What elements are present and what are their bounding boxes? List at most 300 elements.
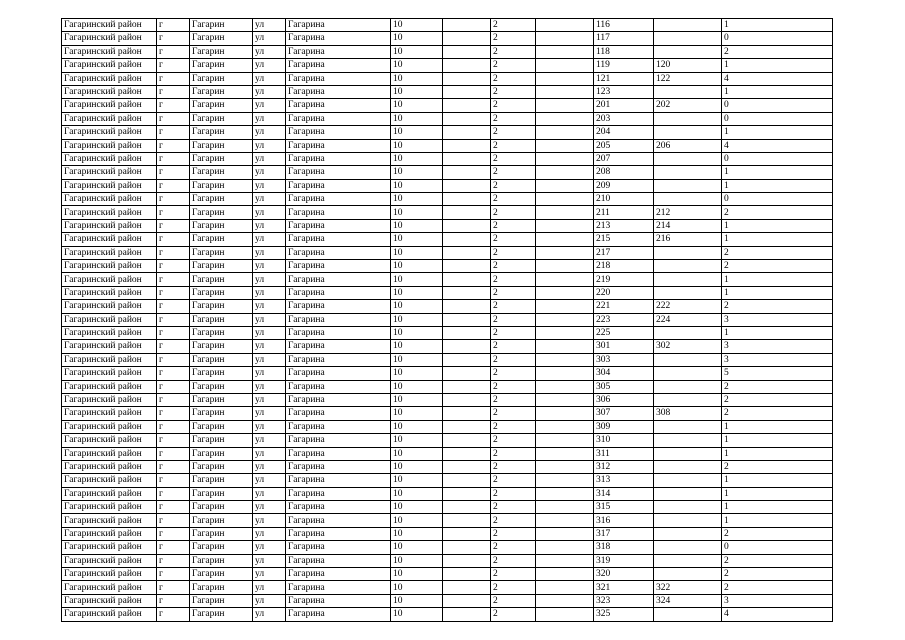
settlement-cell: Гагарин [190, 32, 253, 45]
district-cell: Гагаринский район [62, 340, 157, 353]
room-cell: 220 [594, 286, 654, 299]
entrance-cell [536, 514, 594, 527]
table-row [62, 273, 833, 286]
room2-cell [654, 514, 722, 527]
settlement-type-cell: г [157, 501, 190, 514]
district-cell: Гагаринский район [62, 501, 157, 514]
settlement-cell: Гагарин [190, 126, 253, 139]
district-cell: Гагаринский район [62, 353, 157, 366]
district-cell: Гагаринский район [62, 300, 157, 313]
entrance-cell [536, 501, 594, 514]
building-cell [443, 126, 491, 139]
house-cell: 10 [391, 286, 443, 299]
building-cell [443, 179, 491, 192]
count-cell: 3 [722, 594, 833, 607]
room2-cell [654, 353, 722, 366]
street-type-cell: ул [253, 568, 286, 581]
street-type-cell: ул [253, 393, 286, 406]
count-cell: 1 [722, 166, 833, 179]
floor-cell: 2 [491, 99, 536, 112]
room-cell: 207 [594, 152, 654, 165]
room2-cell [654, 85, 722, 98]
floor-cell: 2 [491, 608, 536, 621]
settlement-type-cell: г [157, 300, 190, 313]
street-cell: Гагарина [286, 99, 391, 112]
count-cell: 4 [722, 608, 833, 621]
room2-cell [654, 420, 722, 433]
house-cell: 10 [391, 447, 443, 460]
floor-cell: 2 [491, 260, 536, 273]
settlement-cell: Гагарин [190, 447, 253, 460]
street-type-cell: ул [253, 407, 286, 420]
house-cell: 10 [391, 474, 443, 487]
floor-cell: 2 [491, 152, 536, 165]
floor-cell: 2 [491, 139, 536, 152]
entrance-cell [536, 353, 594, 366]
house-cell: 10 [391, 32, 443, 45]
table-row [62, 85, 833, 98]
building-cell [443, 85, 491, 98]
settlement-type-cell: г [157, 206, 190, 219]
room-cell: 325 [594, 608, 654, 621]
street-cell: Гагарина [286, 19, 391, 32]
room-cell: 315 [594, 501, 654, 514]
room-cell: 205 [594, 139, 654, 152]
entrance-cell [536, 608, 594, 621]
count-cell: 0 [722, 193, 833, 206]
settlement-cell: Гагарин [190, 59, 253, 72]
district-cell: Гагаринский район [62, 594, 157, 607]
house-cell: 10 [391, 554, 443, 567]
entrance-cell [536, 32, 594, 45]
entrance-cell [536, 139, 594, 152]
entrance-cell [536, 206, 594, 219]
room-cell: 123 [594, 85, 654, 98]
count-cell: 1 [722, 273, 833, 286]
count-cell: 1 [722, 59, 833, 72]
building-cell [443, 260, 491, 273]
settlement-cell: Гагарин [190, 514, 253, 527]
count-cell: 1 [722, 286, 833, 299]
room2-cell: 212 [654, 206, 722, 219]
room-cell: 201 [594, 99, 654, 112]
district-cell: Гагаринский район [62, 326, 157, 339]
count-cell: 2 [722, 300, 833, 313]
street-type-cell: ул [253, 246, 286, 259]
room-cell: 210 [594, 193, 654, 206]
count-cell: 2 [722, 527, 833, 540]
count-cell: 1 [722, 219, 833, 232]
table-row [62, 340, 833, 353]
settlement-type-cell: г [157, 260, 190, 273]
count-cell: 2 [722, 568, 833, 581]
street-type-cell: ул [253, 367, 286, 380]
entrance-cell [536, 326, 594, 339]
room-cell: 311 [594, 447, 654, 460]
table-row [62, 420, 833, 433]
room-cell: 116 [594, 19, 654, 32]
settlement-cell: Гагарин [190, 568, 253, 581]
floor-cell: 2 [491, 568, 536, 581]
count-cell: 1 [722, 474, 833, 487]
room-cell: 218 [594, 260, 654, 273]
entrance-cell [536, 487, 594, 500]
settlement-cell: Гагарин [190, 233, 253, 246]
count-cell: 2 [722, 407, 833, 420]
room2-cell [654, 447, 722, 460]
street-type-cell: ул [253, 206, 286, 219]
street-cell: Гагарина [286, 300, 391, 313]
room2-cell [654, 45, 722, 58]
table-row [62, 434, 833, 447]
district-cell: Гагаринский район [62, 554, 157, 567]
count-cell: 0 [722, 99, 833, 112]
table-row [62, 608, 833, 621]
street-type-cell: ул [253, 233, 286, 246]
building-cell [443, 407, 491, 420]
count-cell: 0 [722, 32, 833, 45]
building-cell [443, 72, 491, 85]
room2-cell: 122 [654, 72, 722, 85]
building-cell [443, 434, 491, 447]
table-row [62, 45, 833, 58]
room2-cell [654, 608, 722, 621]
building-cell [443, 286, 491, 299]
house-cell: 10 [391, 380, 443, 393]
settlement-type-cell: г [157, 514, 190, 527]
street-type-cell: ул [253, 326, 286, 339]
settlement-type-cell: г [157, 474, 190, 487]
entrance-cell [536, 554, 594, 567]
room2-cell [654, 527, 722, 540]
building-cell [443, 206, 491, 219]
table-row [62, 474, 833, 487]
room-cell: 203 [594, 112, 654, 125]
house-cell: 10 [391, 126, 443, 139]
district-cell: Гагаринский район [62, 112, 157, 125]
floor-cell: 2 [491, 353, 536, 366]
house-cell: 10 [391, 313, 443, 326]
street-type-cell: ул [253, 380, 286, 393]
district-cell: Гагаринский район [62, 206, 157, 219]
street-type-cell: ул [253, 32, 286, 45]
room2-cell [654, 487, 722, 500]
table-row [62, 139, 833, 152]
entrance-cell [536, 380, 594, 393]
room2-cell [654, 273, 722, 286]
room2-cell: 324 [654, 594, 722, 607]
street-cell: Гагарина [286, 594, 391, 607]
count-cell: 1 [722, 434, 833, 447]
building-cell [443, 313, 491, 326]
room2-cell: 222 [654, 300, 722, 313]
settlement-type-cell: г [157, 353, 190, 366]
settlement-cell: Гагарин [190, 193, 253, 206]
table-row [62, 353, 833, 366]
table-row [62, 393, 833, 406]
room-cell: 219 [594, 273, 654, 286]
settlement-type-cell: г [157, 594, 190, 607]
building-cell [443, 246, 491, 259]
district-cell: Гагаринский район [62, 166, 157, 179]
street-cell: Гагарина [286, 139, 391, 152]
room-cell: 211 [594, 206, 654, 219]
settlement-type-cell: г [157, 326, 190, 339]
settlement-cell: Гагарин [190, 246, 253, 259]
street-cell: Гагарина [286, 474, 391, 487]
floor-cell: 2 [491, 59, 536, 72]
entrance-cell [536, 233, 594, 246]
room2-cell [654, 326, 722, 339]
settlement-cell: Гагарин [190, 99, 253, 112]
entrance-cell [536, 59, 594, 72]
entrance-cell [536, 246, 594, 259]
district-cell: Гагаринский район [62, 487, 157, 500]
count-cell: 0 [722, 541, 833, 554]
building-cell [443, 59, 491, 72]
floor-cell: 2 [491, 273, 536, 286]
district-cell: Гагаринский район [62, 139, 157, 152]
building-cell [443, 514, 491, 527]
table-row [62, 541, 833, 554]
street-cell: Гагарина [286, 206, 391, 219]
floor-cell: 2 [491, 45, 536, 58]
room-cell: 204 [594, 126, 654, 139]
building-cell [443, 219, 491, 232]
settlement-type-cell: г [157, 193, 190, 206]
house-cell: 10 [391, 594, 443, 607]
floor-cell: 2 [491, 286, 536, 299]
district-cell: Гагаринский район [62, 286, 157, 299]
entrance-cell [536, 179, 594, 192]
entrance-cell [536, 447, 594, 460]
district-cell: Гагаринский район [62, 460, 157, 473]
table-row [62, 246, 833, 259]
street-cell: Гагарина [286, 554, 391, 567]
district-cell: Гагаринский район [62, 126, 157, 139]
table-row [62, 501, 833, 514]
street-type-cell: ул [253, 99, 286, 112]
room-cell: 323 [594, 594, 654, 607]
settlement-type-cell: г [157, 126, 190, 139]
count-cell: 2 [722, 380, 833, 393]
settlement-type-cell: г [157, 152, 190, 165]
street-type-cell: ул [253, 300, 286, 313]
count-cell: 2 [722, 393, 833, 406]
settlement-cell: Гагарин [190, 19, 253, 32]
room-cell: 303 [594, 353, 654, 366]
room2-cell: 216 [654, 233, 722, 246]
room2-cell: 120 [654, 59, 722, 72]
house-cell: 10 [391, 407, 443, 420]
floor-cell: 2 [491, 126, 536, 139]
floor-cell: 2 [491, 380, 536, 393]
house-cell: 10 [391, 19, 443, 32]
entrance-cell [536, 527, 594, 540]
table-row [62, 407, 833, 420]
street-type-cell: ул [253, 152, 286, 165]
district-cell: Гагаринский район [62, 447, 157, 460]
settlement-type-cell: г [157, 286, 190, 299]
table-row [62, 32, 833, 45]
house-cell: 10 [391, 527, 443, 540]
settlement-type-cell: г [157, 527, 190, 540]
building-cell [443, 273, 491, 286]
entrance-cell [536, 474, 594, 487]
building-cell [443, 99, 491, 112]
settlement-type-cell: г [157, 420, 190, 433]
count-cell: 1 [722, 501, 833, 514]
settlement-cell: Гагарин [190, 393, 253, 406]
count-cell: 4 [722, 139, 833, 152]
building-cell [443, 300, 491, 313]
house-cell: 10 [391, 72, 443, 85]
building-cell [443, 474, 491, 487]
settlement-cell: Гагарин [190, 85, 253, 98]
entrance-cell [536, 367, 594, 380]
floor-cell: 2 [491, 219, 536, 232]
district-cell: Гагаринский район [62, 608, 157, 621]
house-cell: 10 [391, 166, 443, 179]
room2-cell [654, 541, 722, 554]
district-cell: Гагаринский район [62, 474, 157, 487]
entrance-cell [536, 541, 594, 554]
room-cell: 209 [594, 179, 654, 192]
district-cell: Гагаринский район [62, 45, 157, 58]
floor-cell: 2 [491, 112, 536, 125]
room2-cell: 302 [654, 340, 722, 353]
entrance-cell [536, 420, 594, 433]
table-row [62, 112, 833, 125]
room2-cell [654, 112, 722, 125]
street-type-cell: ул [253, 353, 286, 366]
settlement-cell: Гагарин [190, 474, 253, 487]
street-type-cell: ул [253, 19, 286, 32]
floor-cell: 2 [491, 501, 536, 514]
building-cell [443, 367, 491, 380]
room-cell: 217 [594, 246, 654, 259]
settlement-cell: Гагарин [190, 313, 253, 326]
settlement-cell: Гагарин [190, 581, 253, 594]
street-cell: Гагарина [286, 380, 391, 393]
table-row [62, 527, 833, 540]
building-cell [443, 447, 491, 460]
floor-cell: 2 [491, 407, 536, 420]
entrance-cell [536, 45, 594, 58]
room2-cell [654, 19, 722, 32]
settlement-type-cell: г [157, 19, 190, 32]
settlement-type-cell: г [157, 99, 190, 112]
house-cell: 10 [391, 367, 443, 380]
floor-cell: 2 [491, 85, 536, 98]
address-table [61, 18, 833, 622]
floor-cell: 2 [491, 487, 536, 500]
room-cell: 208 [594, 166, 654, 179]
district-cell: Гагаринский район [62, 85, 157, 98]
floor-cell: 2 [491, 434, 536, 447]
district-cell: Гагаринский район [62, 72, 157, 85]
table-row [62, 300, 833, 313]
settlement-cell: Гагарин [190, 594, 253, 607]
street-type-cell: ул [253, 594, 286, 607]
street-cell: Гагарина [286, 527, 391, 540]
floor-cell: 2 [491, 19, 536, 32]
street-type-cell: ул [253, 474, 286, 487]
room2-cell [654, 434, 722, 447]
settlement-cell: Гагарин [190, 286, 253, 299]
table-row [62, 179, 833, 192]
house-cell: 10 [391, 112, 443, 125]
district-cell: Гагаринский район [62, 393, 157, 406]
street-type-cell: ул [253, 514, 286, 527]
table-row [62, 460, 833, 473]
building-cell [443, 193, 491, 206]
settlement-type-cell: г [157, 393, 190, 406]
room-cell: 307 [594, 407, 654, 420]
street-type-cell: ул [253, 420, 286, 433]
building-cell [443, 568, 491, 581]
room-cell: 118 [594, 45, 654, 58]
settlement-type-cell: г [157, 166, 190, 179]
street-cell: Гагарина [286, 166, 391, 179]
house-cell: 10 [391, 460, 443, 473]
entrance-cell [536, 152, 594, 165]
count-cell: 1 [722, 487, 833, 500]
district-cell: Гагаринский район [62, 59, 157, 72]
settlement-cell: Гагарин [190, 326, 253, 339]
settlement-type-cell: г [157, 407, 190, 420]
room2-cell [654, 246, 722, 259]
building-cell [443, 32, 491, 45]
table-row [62, 260, 833, 273]
room2-cell [654, 393, 722, 406]
table-row [62, 206, 833, 219]
street-type-cell: ул [253, 193, 286, 206]
building-cell [443, 393, 491, 406]
floor-cell: 2 [491, 193, 536, 206]
district-cell: Гагаринский район [62, 527, 157, 540]
street-cell: Гагарина [286, 286, 391, 299]
entrance-cell [536, 166, 594, 179]
settlement-cell: Гагарин [190, 367, 253, 380]
room2-cell [654, 568, 722, 581]
street-type-cell: ул [253, 179, 286, 192]
settlement-type-cell: г [157, 541, 190, 554]
table-row [62, 193, 833, 206]
settlement-cell: Гагарин [190, 219, 253, 232]
district-cell: Гагаринский район [62, 193, 157, 206]
street-cell: Гагарина [286, 541, 391, 554]
street-cell: Гагарина [286, 260, 391, 273]
district-cell: Гагаринский район [62, 407, 157, 420]
district-cell: Гагаринский район [62, 367, 157, 380]
district-cell: Гагаринский район [62, 99, 157, 112]
table-row [62, 568, 833, 581]
settlement-cell: Гагарин [190, 608, 253, 621]
settlement-cell: Гагарин [190, 407, 253, 420]
street-cell: Гагарина [286, 568, 391, 581]
street-cell: Гагарина [286, 460, 391, 473]
count-cell: 3 [722, 353, 833, 366]
floor-cell: 2 [491, 393, 536, 406]
room2-cell [654, 460, 722, 473]
room2-cell: 308 [654, 407, 722, 420]
table-row [62, 447, 833, 460]
house-cell: 10 [391, 300, 443, 313]
settlement-type-cell: г [157, 447, 190, 460]
entrance-cell [536, 72, 594, 85]
room-cell: 314 [594, 487, 654, 500]
